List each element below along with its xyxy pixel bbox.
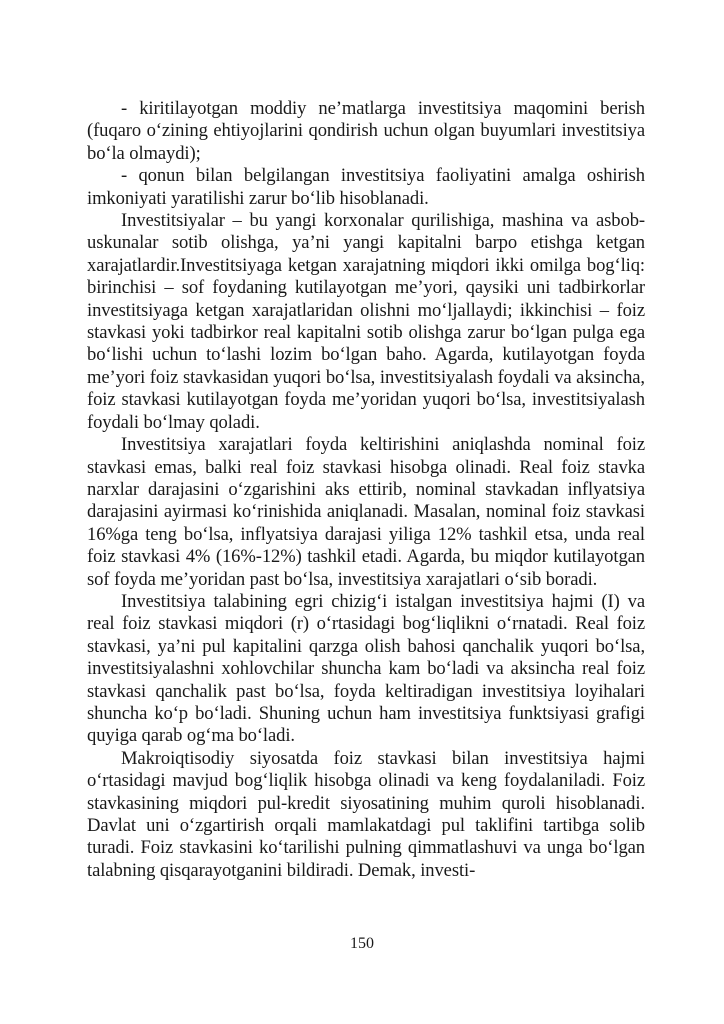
paragraph-investment-demand-curve: Investitsiya talabining egri chizig‘i istalgan investitsiya hajmi (I) va real foiz stavkasi miqdori (r) o‘rtasidagi bog‘liqlikni o‘rnatadi. Real foiz stavkasi, ya’ni pul kapitalini qarzga olish bahosi qanchalik yuqori bo‘lsa, investitsiyalashni xohlovchilar shuncha kam bo‘ladi va aksincha real foiz stavkasi qanchalik past bo‘lsa, foyda keltiradigan investitsiya loyihalari shuncha ko‘p bo‘ladi. Shuning uchun ham investitsiya funktsiyasi grafigi quyiga qarab og‘ma bo‘ladi. — [87, 590, 645, 747]
paragraph-list-item-1: - kiritilayotgan moddiy ne’matlarga investitsiya maqomini berish (fuqaro o‘zining ehtiyojlarini qondirish uchun olgan buyumlari investitsiya bo‘la olmaydi); — [87, 98, 645, 164]
paragraph-macroeconomic-policy: Makroiqtisodiy siyosatda foiz stavkasi bilan investitsiya hajmi o‘rtasidagi mavjud bog‘liqlik hisobga olinadi va keng foydalaniladi. Foiz stavkasining miqdori pul-kredit siyosatining muhim quroli hisoblanadi. Davlat uni o‘zgartirish orqali mamlakatdagi pul taklifini tartibga solib turadi. Foiz stavkasini ko‘tarilishi pulning qimmatlashuvi va unga bo‘lgan talabning qisqarayotganini bildiradi. Demak, investi- — [87, 747, 645, 881]
paragraph-real-interest-rate: Investitsiya xarajatlari foyda keltirishini aniqlashda nominal foiz stavkasi emas, balki real foiz stavkasi hisobga olinadi. Real foiz stavka narxlar darajasini o‘zgarishini aks ettirib, nominal stavkadan inflyatsiya darajasini ayirmasi ko‘rinishida aniqlanadi. Masalan, nominal foiz stavkasi 16%ga teng bo‘lsa, inflyatsiya darajasi yiliga 12% tashkil etsa, unda real foiz stavkasi 4% (16%-12%) tashkil etadi. Agarda, bu miqdor kutilayotgan sof foyda me’yoridan past bo‘lsa, investitsiya xarajatlari o‘sib boradi. — [87, 434, 645, 590]
page-number: 150 — [350, 935, 374, 952]
page-body — [87, 98, 645, 882]
paragraph-list-item-2: - qonun bilan belgilangan investitsiya faoliyatini amalga oshirish imkoniyati yaratilishi zarur bo‘lib hisoblanadi. — [87, 165, 645, 209]
paragraph-investments-definition: Investitsiyalar – bu yangi korxonalar qurilishiga, mashina va asbob-uskunalar sotib olishga, ya’ni yangi kapitalni barpo etishga ketgan xarajatlardir.Investitsiyaga ketgan xarajatning miqdori ikki omilga bog‘liq: birinchisi – sof foydaning kutilayotgan me’yori, qaysiki uni tadbirkorlar investitsiyaga ketgan xarajatlaridan olishni mo‘ljallaydi; ikkinchisi – foiz stavkasi yoki tadbirkor real kapitalni sotib olishga zarur bo‘lgan pulga ega bo‘lishi uchun to‘lashi lozim bo‘lgan baho. Agarda, kutilayotgan foyda me’yori foiz stavkasidan yuqori bo‘lsa, investitsiyalash foydali va aksincha, foiz stavkasi kutilayotgan foyda me’yoridan yuqori bo‘lsa, investitsiyalash foydali bo‘lmay qoladi. — [87, 210, 645, 433]
